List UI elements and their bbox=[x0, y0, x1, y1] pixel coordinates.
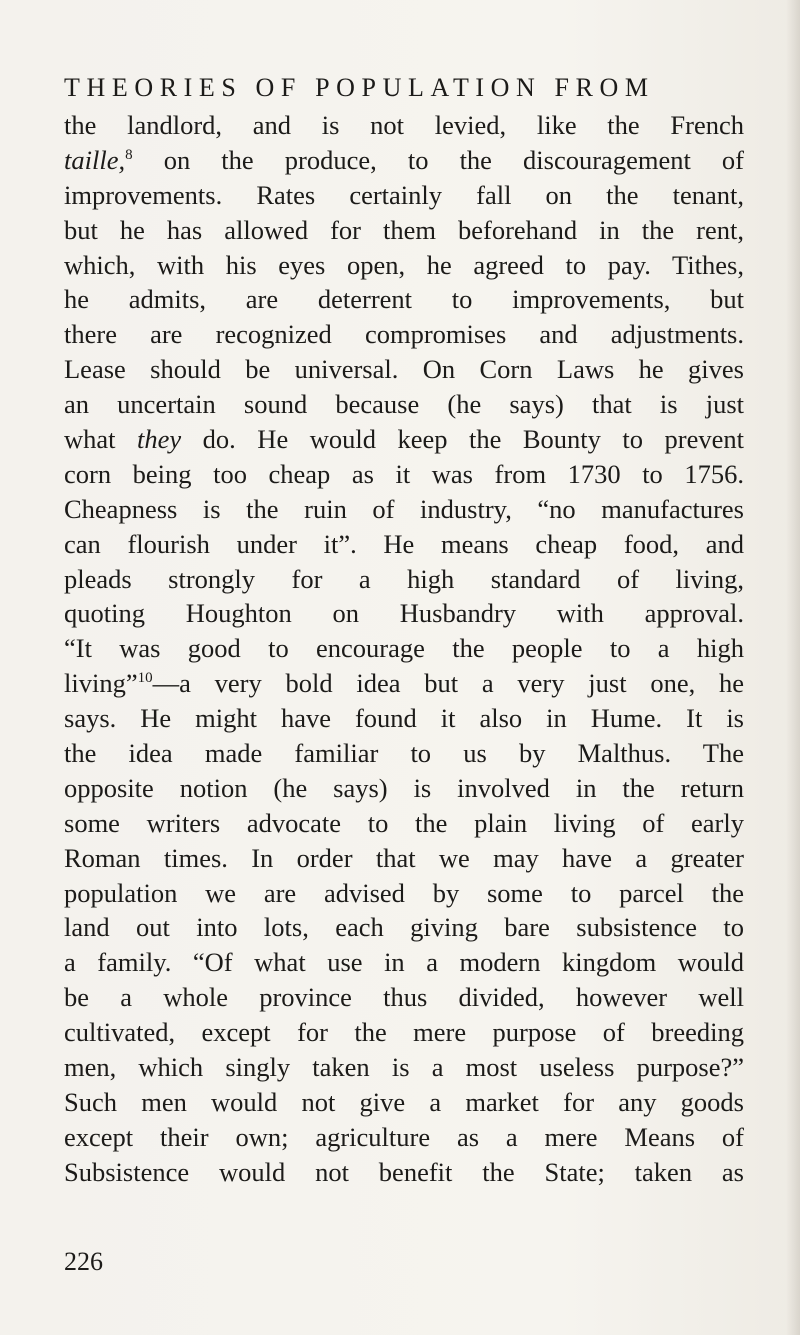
text-line bbox=[64, 213, 744, 248]
text-run: men, which singly taken is a most useless purpose?” bbox=[64, 1052, 744, 1083]
text-run: cultivated, except for the mere purpose of breeding bbox=[64, 1017, 744, 1048]
text-run: the landlord, and is not levied, like the French bbox=[64, 110, 744, 140]
text-line bbox=[64, 1015, 744, 1050]
text-run: do. He would keep the Bounty to prevent bbox=[181, 424, 744, 455]
text-line bbox=[64, 1050, 744, 1085]
text-run: there are recognized compromises and adjustments. bbox=[64, 319, 744, 350]
text-line bbox=[64, 876, 744, 911]
text-run: can flourish under it”. He means cheap food, and bbox=[64, 528, 744, 559]
text-run: be a whole province thus divided, however well bbox=[64, 982, 744, 1013]
text-run: Cheapness is the ruin of industry, “no manufactures bbox=[64, 493, 744, 524]
text-line bbox=[64, 701, 744, 736]
text-run: a family. “Of what use in a modern kingdom would bbox=[64, 947, 744, 978]
text-line bbox=[64, 841, 744, 876]
italic-text: taille, bbox=[64, 144, 126, 175]
text-run: on the produce, to the discouragement of bbox=[132, 144, 744, 175]
text-run: but he has allowed for them beforehand in the rent, bbox=[64, 214, 744, 245]
text-run: says. He might have found it also in Hume. It is bbox=[64, 703, 744, 734]
text-run: population we are advised by some to parcel the bbox=[64, 877, 744, 908]
text-line bbox=[64, 1155, 744, 1190]
text-run: the idea made familiar to us by Malthus. The bbox=[64, 738, 744, 769]
text-line bbox=[64, 1085, 744, 1120]
text-line bbox=[64, 596, 744, 631]
text-line bbox=[64, 422, 744, 457]
text-line bbox=[64, 317, 744, 352]
text-run: what bbox=[64, 424, 138, 455]
text-line bbox=[64, 945, 744, 980]
text-run: opposite notion (he says) is involved in the return bbox=[64, 772, 744, 803]
text-run: except their own; agriculture as a mere Means of bbox=[64, 1121, 744, 1152]
text-run: pleads strongly for a high standard of living, bbox=[64, 563, 744, 594]
footnote-marker: 8 bbox=[125, 146, 133, 163]
text-line bbox=[64, 562, 744, 597]
text-run: quoting Houghton on Husbandry with approval. bbox=[64, 598, 744, 629]
text-line bbox=[64, 527, 744, 562]
footnote-marker: 10 bbox=[137, 670, 153, 687]
text-run: improvements. Rates certainly fall on the tenant, bbox=[64, 179, 744, 210]
text-run: he admits, are deterrent to improvements, but bbox=[64, 284, 744, 315]
text-line bbox=[64, 143, 744, 178]
text-line bbox=[64, 1120, 744, 1155]
text-line bbox=[64, 282, 744, 317]
text-run: —a very bold idea but a very just one, he bbox=[152, 668, 744, 699]
text-line bbox=[64, 771, 744, 806]
text-run: land out into lots, each giving bare subsistence to bbox=[64, 912, 744, 943]
text-run: corn being too cheap as it was from 1730 to 1756. bbox=[64, 458, 744, 489]
italic-text: they bbox=[137, 424, 182, 455]
text-line bbox=[64, 108, 744, 143]
body-text bbox=[64, 108, 744, 1190]
text-line bbox=[64, 492, 744, 527]
text-line bbox=[64, 352, 744, 387]
text-run: some writers advocate to the plain living of early bbox=[64, 807, 744, 838]
text-line bbox=[64, 457, 744, 492]
text-line bbox=[64, 178, 744, 213]
running-head: THEORIES OF POPULATION FROM bbox=[64, 73, 655, 102]
text-line bbox=[64, 980, 744, 1015]
text-run: an uncertain sound because (he says) that is just bbox=[64, 389, 744, 420]
page-number: 226 bbox=[64, 1247, 103, 1276]
text-run: Roman times. In order that we may have a greater bbox=[64, 842, 744, 873]
text-line bbox=[64, 806, 744, 841]
text-run: which, with his eyes open, he agreed to pay. Tithes, bbox=[64, 249, 744, 280]
text-run: Lease should be universal. On Corn Laws he gives bbox=[64, 354, 744, 385]
text-run: Such men would not give a market for any goods bbox=[64, 1086, 744, 1117]
text-line bbox=[64, 631, 744, 666]
text-line bbox=[64, 666, 744, 701]
text-line bbox=[64, 736, 744, 771]
text-run: “It was good to encourage the people to a high bbox=[64, 633, 744, 664]
text-run: living” bbox=[64, 668, 138, 699]
text-line bbox=[64, 910, 744, 945]
page-edge-shadow bbox=[786, 0, 800, 1335]
text-line bbox=[64, 248, 744, 283]
text-line bbox=[64, 387, 744, 422]
text-run: Subsistence would not benefit the State; taken as bbox=[64, 1156, 744, 1187]
